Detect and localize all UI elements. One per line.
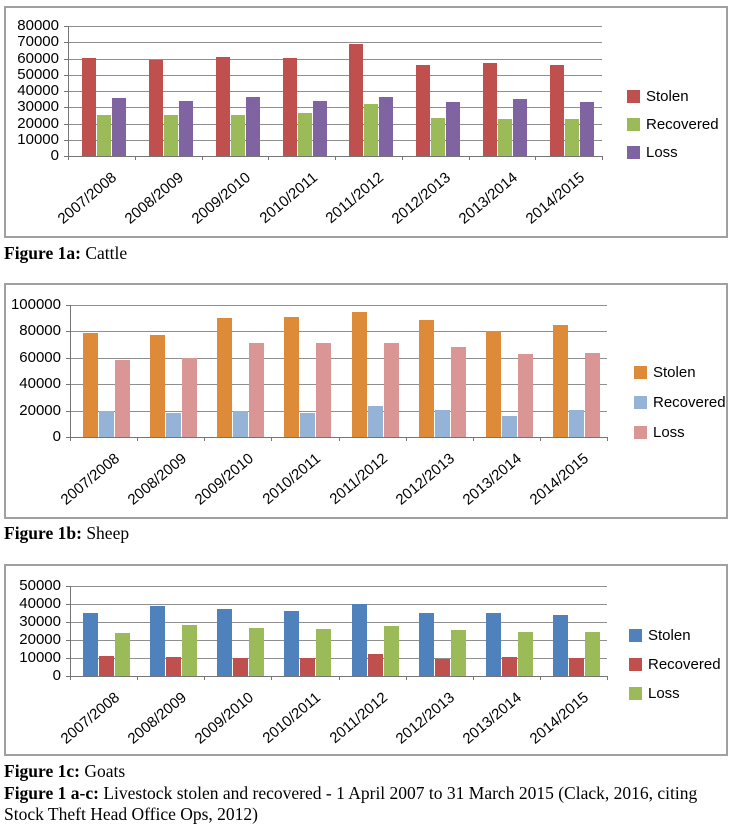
bar-stolen: [284, 611, 299, 676]
figure-1a-caption: [4, 243, 127, 264]
bar-loss: [115, 633, 130, 676]
figure-1a-text: Cattle: [80, 243, 128, 263]
legend-label: Stolen: [646, 88, 689, 105]
y-axis-tick-label: 20000: [17, 114, 59, 132]
x-axis-category-label: 2012/2013: [392, 689, 459, 748]
legend: [627, 87, 719, 162]
bar-group: [409, 305, 476, 437]
bar-stolen: [150, 335, 165, 437]
legend-item-loss: [627, 143, 719, 162]
x-axis-tick: [271, 437, 272, 441]
bar-recovered: [565, 119, 579, 156]
x-axis-category-label: 2013/2014: [459, 689, 526, 748]
y-axis-tick-label: 60000: [17, 49, 59, 67]
x-axis-tick: [473, 676, 474, 680]
legend-swatch-stolen: [627, 90, 640, 103]
x-axis-category-label: 2010/2011: [256, 169, 321, 227]
x-axis-tick: [204, 676, 205, 680]
x-axis-category-label: 2009/2010: [191, 450, 257, 509]
legend: [634, 363, 726, 442]
bar-recovered: [502, 416, 517, 437]
bar-group: [271, 26, 338, 156]
bar-loss: [182, 358, 197, 437]
bar-recovered: [498, 119, 512, 156]
y-axis-tick-label: 100000: [10, 296, 61, 313]
bar-stolen: [284, 317, 299, 437]
figure-1b-caption: [4, 523, 129, 544]
bar-stolen: [217, 609, 232, 676]
bar-loss: [316, 343, 331, 437]
y-axis-tick-label: 50000: [17, 65, 59, 83]
bar-group: [543, 305, 610, 437]
x-axis-tick: [339, 676, 340, 680]
bar-stolen: [553, 325, 568, 437]
bar-stolen: [550, 65, 564, 156]
y-axis-tick-label: 80000: [19, 322, 61, 340]
legend-item-stolen: [629, 626, 721, 645]
x-axis-tick: [268, 156, 269, 160]
bar-recovered: [300, 658, 315, 676]
figure-1b-text: Sheep: [81, 523, 130, 543]
bar-group: [274, 305, 341, 437]
x-axis-category-label: 2014/2015: [522, 169, 588, 228]
x-axis-category-label: 2009/2010: [188, 169, 254, 228]
x-axis-category-label: 2012/2013: [392, 450, 459, 509]
x-axis-category-label: 2010/2011: [259, 450, 324, 508]
bar-group: [405, 26, 472, 156]
bar-recovered: [233, 658, 248, 676]
bar-recovered: [431, 118, 445, 156]
bar-group: [205, 26, 272, 156]
x-axis-category-label: 2014/2015: [527, 450, 593, 509]
x-axis-tick: [204, 437, 205, 441]
figure-1a-label: Figure 1a:: [4, 243, 81, 263]
y-axis-tick-label: 10000: [19, 649, 61, 666]
bar-loss: [451, 630, 466, 676]
bar-loss: [513, 99, 527, 156]
legend-item-stolen: [634, 363, 726, 382]
bar-recovered: [502, 657, 517, 676]
bar-group: [73, 305, 140, 437]
bar-loss: [246, 97, 260, 156]
bar-recovered: [569, 658, 584, 676]
x-axis-category-label: 2008/2009: [121, 169, 188, 228]
y-axis-tick-label: 80000: [17, 17, 59, 34]
y-axis-tick-label: 20000: [19, 631, 61, 648]
bar-recovered: [99, 411, 114, 437]
bar-recovered: [298, 113, 312, 156]
bar-loss: [115, 360, 130, 437]
bar-loss: [112, 98, 126, 156]
x-axis-tick: [607, 437, 608, 441]
x-axis-tick: [137, 676, 138, 680]
legend-label: Loss: [653, 424, 685, 441]
bar-loss: [585, 353, 600, 437]
bar-recovered: [231, 115, 245, 156]
bar-recovered: [166, 413, 181, 437]
x-axis-category-label: 2008/2009: [124, 450, 190, 509]
bar-group: [140, 586, 207, 676]
bar-recovered: [99, 656, 114, 676]
x-axis-category-label: 2010/2011: [259, 689, 324, 747]
bar-loss: [182, 625, 197, 676]
bar-loss: [249, 343, 264, 437]
legend-swatch-recovered: [627, 118, 640, 131]
x-axis-category-label: 2013/2014: [459, 450, 526, 509]
bar-recovered: [300, 413, 315, 437]
y-axis-tick-label: 40000: [19, 375, 61, 393]
bar-stolen: [83, 333, 98, 437]
legend-item-loss: [634, 423, 726, 442]
y-axis-tick-label: 0: [52, 667, 61, 684]
x-axis-tick: [335, 156, 336, 160]
goats-bar-chart: [4, 564, 728, 756]
bar-stolen: [352, 312, 367, 437]
bar-loss: [249, 628, 264, 676]
x-axis-category-label: 2011/2012: [326, 689, 391, 747]
bar-loss: [585, 632, 600, 676]
x-axis-category-label: 2007/2008: [57, 689, 123, 748]
bar-recovered: [233, 411, 248, 437]
y-axis-line: [68, 26, 69, 160]
legend-swatch-recovered: [629, 658, 642, 671]
bar-stolen: [416, 65, 430, 156]
bar-recovered: [435, 410, 450, 437]
bar-group: [140, 305, 207, 437]
bar-group: [207, 305, 274, 437]
bar-loss: [518, 632, 533, 676]
bar-stolen: [83, 613, 98, 676]
x-axis-tick: [406, 676, 407, 680]
bar-loss: [518, 354, 533, 437]
bar-group: [476, 305, 543, 437]
bar-stolen: [349, 44, 363, 156]
legend-item-recovered: [627, 115, 719, 134]
bar-recovered: [364, 104, 378, 156]
bar-stolen: [216, 57, 230, 156]
bar-stolen: [486, 613, 501, 676]
x-axis-category-label: 2008/2009: [124, 689, 190, 748]
x-axis-tick: [602, 156, 603, 160]
bar-group: [338, 26, 405, 156]
y-axis-tick-label: 20000: [19, 401, 61, 419]
y-axis-tick-label: 30000: [19, 613, 61, 630]
bar-group: [342, 586, 409, 676]
bar-recovered: [368, 654, 383, 676]
bar-stolen: [217, 318, 232, 437]
bar-group: [207, 586, 274, 676]
x-axis-tick: [540, 676, 541, 680]
x-axis-tick: [137, 437, 138, 441]
legend-item-loss: [629, 684, 721, 703]
bar-group: [538, 26, 605, 156]
bar-group: [342, 305, 409, 437]
legend-swatch-loss: [629, 687, 642, 700]
bar-stolen: [150, 606, 165, 676]
y-axis-tick-label: 10000: [17, 130, 59, 148]
bar-group: [73, 586, 140, 676]
bar-group: [274, 586, 341, 676]
legend: [629, 626, 721, 703]
bar-loss: [384, 343, 399, 437]
legend-label: Stolen: [653, 364, 696, 381]
cattle-bar-chart: [4, 6, 728, 238]
figure-1b-label: Figure 1b:: [4, 523, 82, 543]
x-axis-tick: [202, 156, 203, 160]
figure-1c-label: Figure 1c:: [4, 761, 80, 781]
legend-item-stolen: [627, 87, 719, 106]
bar-loss: [446, 102, 460, 156]
legend-label: Recovered: [653, 394, 726, 411]
legend-label: Loss: [648, 685, 680, 702]
y-axis-tick-label: 0: [50, 147, 59, 164]
x-axis-tick: [607, 676, 608, 680]
x-axis-tick: [469, 156, 470, 160]
figure-1ac-label: Figure 1 a-c:: [4, 783, 99, 803]
legend-swatch-stolen: [629, 629, 642, 642]
bar-stolen: [486, 331, 501, 437]
bar-recovered: [164, 115, 178, 156]
y-axis-tick-label: 40000: [17, 82, 59, 99]
legend-label: Stolen: [648, 627, 691, 644]
y-axis-tick-label: 70000: [17, 33, 59, 51]
bar-stolen: [283, 58, 297, 156]
y-axis-tick-label: 30000: [17, 98, 59, 116]
bar-loss: [313, 101, 327, 156]
x-axis-category-label: 2011/2012: [322, 169, 388, 227]
bar-loss: [384, 626, 399, 676]
x-axis-category-label: 2007/2008: [57, 450, 123, 509]
x-axis-tick: [535, 156, 536, 160]
bar-recovered: [569, 410, 584, 437]
bar-stolen: [82, 58, 96, 156]
y-axis-line: [70, 586, 71, 680]
x-axis-tick: [406, 437, 407, 441]
bar-recovered: [166, 657, 181, 676]
y-axis-tick-label: 0: [52, 428, 61, 445]
x-axis-category-label: 2007/2008: [55, 169, 121, 228]
legend-swatch-stolen: [634, 366, 647, 379]
bar-group: [138, 26, 205, 156]
figure-1ac-text: Livestock stolen and recovered - 1 April 2007 to 31 March 2015 (Clack, 2016, citing Stock Theft Head Office Ops, 2012): [4, 783, 698, 824]
bar-recovered: [97, 115, 111, 156]
bar-group: [476, 586, 543, 676]
bar-group: [409, 586, 476, 676]
x-axis-category-label: 2013/2014: [455, 169, 521, 228]
x-axis-line: [66, 676, 607, 677]
legend-swatch-loss: [634, 426, 647, 439]
bar-loss: [580, 102, 594, 156]
bar-recovered: [435, 659, 450, 676]
legend-label: Loss: [646, 144, 678, 161]
bar-stolen: [352, 604, 367, 676]
legend-item-recovered: [634, 393, 726, 412]
y-axis-line: [70, 305, 71, 441]
y-axis-tick-label: 60000: [19, 348, 61, 366]
sheep-bar-chart: [4, 283, 728, 519]
x-axis-category-label: 2009/2010: [191, 689, 257, 748]
bar-stolen: [419, 613, 434, 676]
bar-group: [543, 586, 610, 676]
y-axis-tick-label: 40000: [19, 595, 61, 612]
legend-label: Recovered: [648, 656, 721, 673]
x-axis-tick: [540, 437, 541, 441]
legend-label: Recovered: [646, 116, 719, 133]
figure-1c-caption: [4, 761, 125, 782]
x-axis-tick: [271, 676, 272, 680]
bar-loss: [316, 629, 331, 676]
legend-swatch-loss: [627, 146, 640, 159]
x-axis-line: [64, 156, 602, 157]
x-axis-line: [66, 437, 607, 438]
x-axis-tick: [135, 156, 136, 160]
figure-1ac-caption: [4, 783, 736, 825]
x-axis-tick: [473, 437, 474, 441]
x-axis-tick: [402, 156, 403, 160]
bar-group: [472, 26, 539, 156]
legend-swatch-recovered: [634, 396, 647, 409]
bar-stolen: [149, 60, 163, 156]
x-axis-category-label: 2012/2013: [388, 169, 455, 228]
x-axis-category-label: 2014/2015: [527, 689, 593, 748]
bar-stolen: [483, 63, 497, 156]
legend-item-recovered: [629, 655, 721, 674]
bar-loss: [451, 347, 466, 437]
y-axis-tick-label: 50000: [19, 577, 61, 594]
bar-stolen: [553, 615, 568, 676]
bar-recovered: [368, 406, 383, 437]
x-axis-tick: [339, 437, 340, 441]
bar-loss: [179, 101, 193, 156]
bar-group: [71, 26, 138, 156]
x-axis-category-label: 2011/2012: [326, 450, 391, 508]
bar-stolen: [419, 320, 434, 437]
bar-loss: [379, 97, 393, 156]
figure-1c-text: Goats: [79, 761, 126, 781]
